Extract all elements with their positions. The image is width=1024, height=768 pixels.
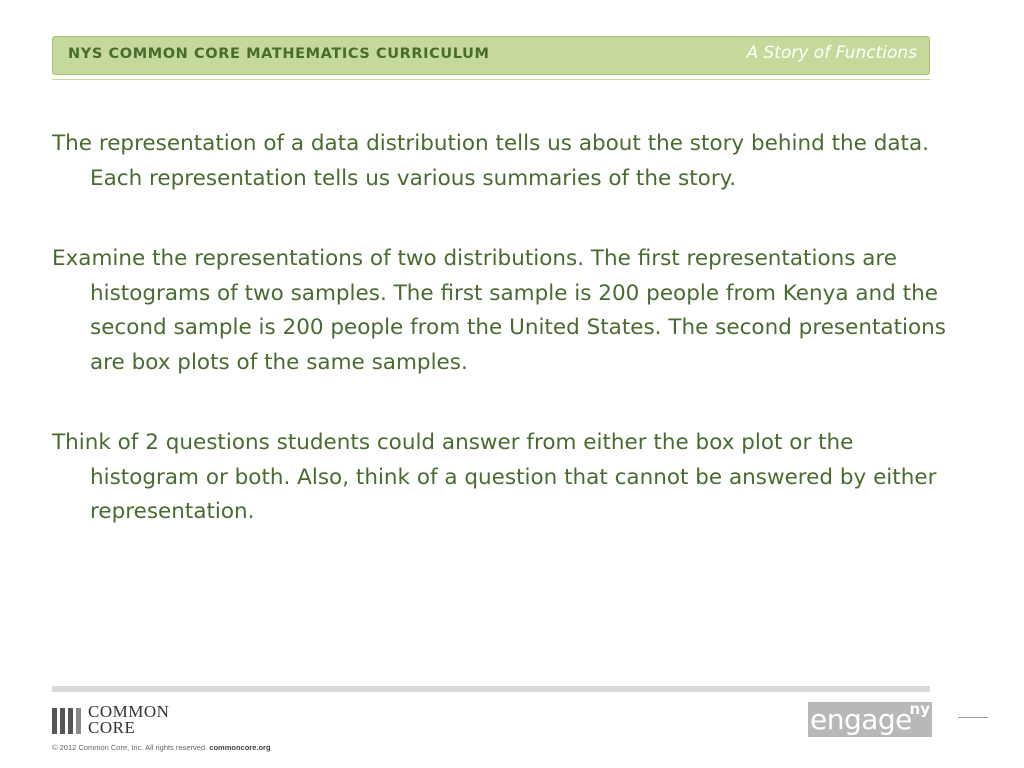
engage-ny-logo — [808, 702, 932, 737]
copyright-link[interactable]: commoncore.org — [209, 743, 271, 752]
paragraph-questions: Think of 2 questions students could answer from either the box plot or the histogram or both. Also, think of a question that cannot be answered by either representation. — [52, 430, 937, 524]
logo-line-1: COMMON — [88, 702, 170, 721]
engage-ny-suffix: ny — [909, 700, 930, 718]
common-core-mark-icon — [52, 706, 81, 734]
slide-edge-dash — [958, 717, 988, 718]
engage-word: engage — [810, 703, 912, 736]
paragraph-intro: The representation of a data distribution tells us about the story behind the data. Each representation tells us various summaries of the story. — [52, 131, 929, 191]
header-divider — [52, 79, 930, 80]
slide-body — [52, 127, 947, 576]
copyright-text: © 2012 Common Core, Inc. All rights reserved. — [52, 743, 208, 752]
copyright-notice — [52, 743, 271, 752]
logo-line-2: CORE — [88, 718, 136, 737]
common-core-logo — [52, 704, 169, 736]
common-core-wordmark — [88, 704, 169, 736]
header-bar — [52, 36, 930, 75]
paragraph-examine: Examine the representations of two distributions. The first representations are histograms of two samples. The first sample is 200 people from Kenya and the second sample is 200 people from the United States. The second presentations are box plots of the same samples. — [52, 246, 946, 375]
curriculum-title: NYS COMMON CORE MATHEMATICS CURRICULUM — [68, 46, 490, 62]
footer-divider — [52, 686, 930, 692]
module-subtitle: A Story of Functions — [746, 43, 917, 63]
